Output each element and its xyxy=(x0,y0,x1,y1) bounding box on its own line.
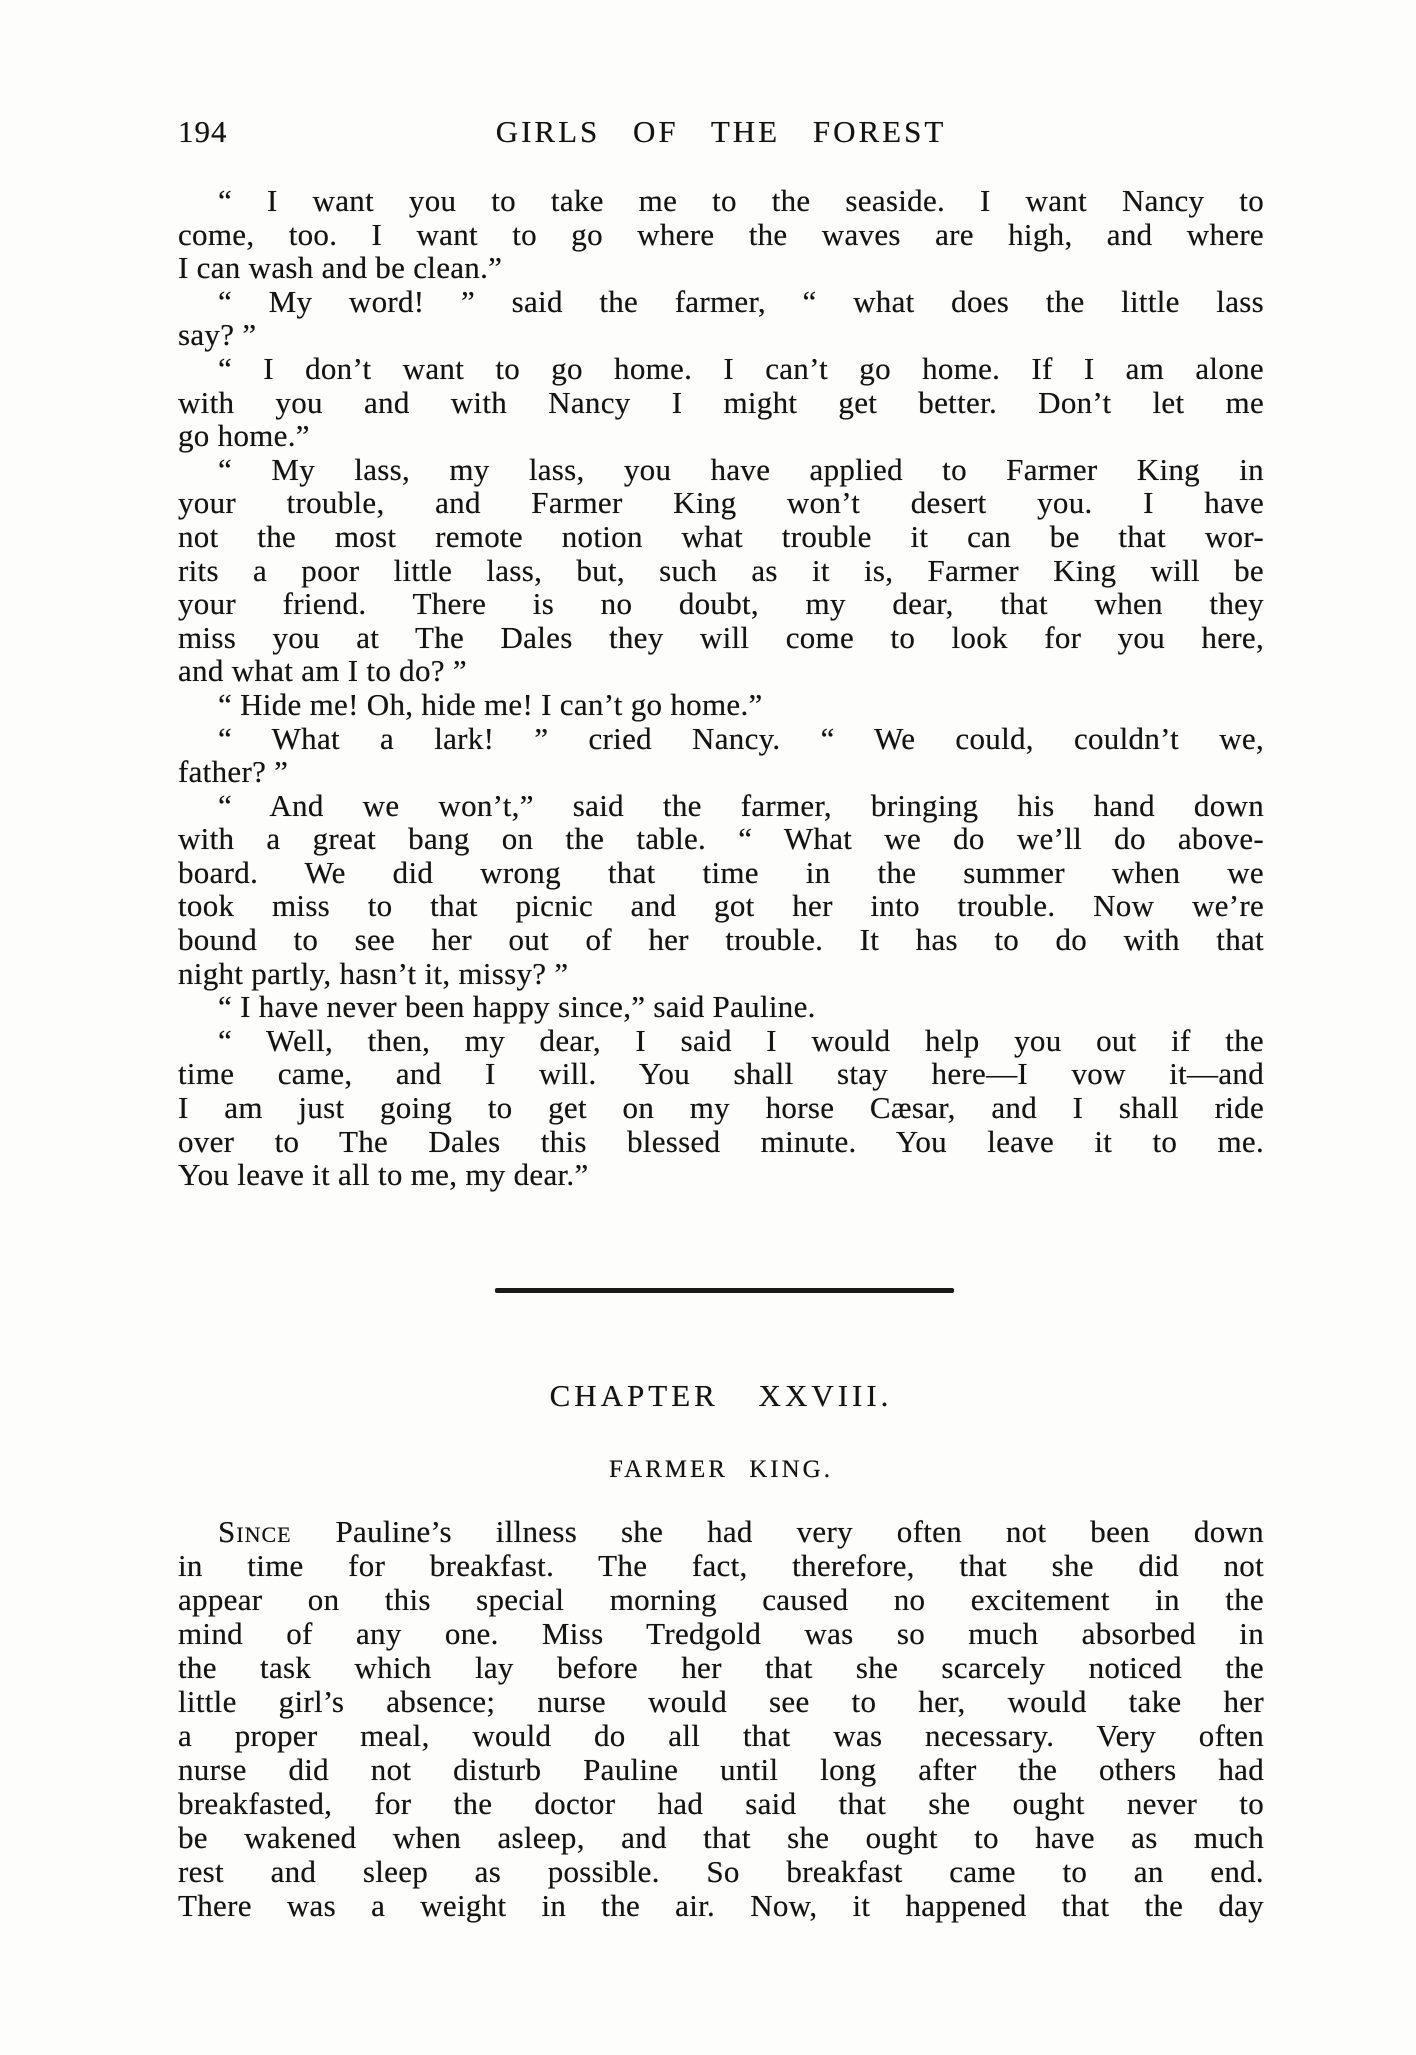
text-line: not the most remote notion what trouble it can be that wor- xyxy=(178,518,1264,554)
dialogue-section xyxy=(178,184,1264,1192)
text-line: with a great bang on the table. “ What we do we’ll do above- xyxy=(178,821,1264,857)
paragraph xyxy=(178,285,1264,352)
text-line: I am just going to get on my horse Cæsar, and I shall ride xyxy=(178,1090,1264,1126)
text-line: say? ” xyxy=(178,317,257,353)
text-line: “ And we won’t,” said the farmer, bringing his hand down xyxy=(218,787,1264,823)
chapter-lead-word: Since xyxy=(218,1514,292,1549)
text-line: “ Well, then, my dear, I said I would help you out if the xyxy=(218,1022,1264,1058)
text-line: “ I want you to take me to the seaside. I want Nancy to xyxy=(218,183,1264,218)
text-line: the task which lay before her that she scarcely noticed the xyxy=(178,1650,1264,1685)
text-line: go home.” xyxy=(178,418,310,454)
text-line: “ What a lark! ” cried Nancy. “ We could, couldn’t we, xyxy=(218,720,1264,756)
text-line: night partly, hasn’t it, missy? ” xyxy=(178,955,569,991)
text-line: miss you at The Dales they will come to look for you here, xyxy=(178,619,1264,655)
text-line: took miss to that picnic and got her into trouble. Now we’re xyxy=(178,888,1264,924)
text-line: There was a weight in the air. Now, it happened that the day xyxy=(178,1888,1264,1923)
chapter-paragraph xyxy=(178,1515,1264,1923)
text-line: board. We did wrong that time in the summer when we xyxy=(178,854,1264,890)
paragraph xyxy=(178,352,1264,453)
paragraph xyxy=(178,688,1264,722)
text-line: “ I have never been happy since,” said Pauline. xyxy=(218,989,816,1025)
text-line: appear on this special morning caused no excitement in the xyxy=(178,1582,1264,1617)
text-line: rits a poor little lass, but, such as it is, Farmer King will be xyxy=(178,552,1264,588)
text-line: a proper meal, would do all that was necessary. Very often xyxy=(178,1718,1264,1753)
paragraph xyxy=(178,1024,1264,1192)
text-line: “ I don’t want to go home. I can’t go home. If I am alone xyxy=(218,350,1264,386)
text-line: rest and sleep as possible. So breakfast came to an end. xyxy=(178,1854,1264,1889)
paragraph xyxy=(178,789,1264,991)
text-line: time came, and I will. You shall stay here—I vow it—and xyxy=(178,1056,1264,1092)
running-title: GIRLS OF THE FOREST xyxy=(495,114,947,149)
text-line: in time for breakfast. The fact, therefore, that she did not xyxy=(178,1548,1264,1583)
text-line: I can wash and be clean.” xyxy=(178,250,503,286)
section-divider-rule xyxy=(495,1288,954,1293)
text-line: over to The Dales this blessed minute. You leave it to me. xyxy=(178,1123,1264,1159)
text-line: your friend. There is no doubt, my dear, that when they xyxy=(178,586,1264,622)
chapter-subheading: FARMER KING. xyxy=(609,1456,833,1483)
paragraph xyxy=(178,453,1264,688)
paragraph xyxy=(178,990,1264,1024)
text-line: breakfasted, for the doctor had said that she ought never to xyxy=(178,1786,1264,1821)
text-line: mind of any one. Miss Tredgold was so much absorbed in xyxy=(178,1616,1264,1651)
text-line: bound to see her out of her trouble. It has to do with that xyxy=(178,922,1264,958)
text-line: your trouble, and Farmer King won’t desert you. I have xyxy=(178,485,1264,521)
text-line: You leave it all to me, my dear.” xyxy=(178,1157,589,1193)
paragraph xyxy=(178,722,1264,789)
page-number: 194 xyxy=(178,114,228,149)
text-line: come, too. I want to go where the waves are high, and where xyxy=(178,216,1264,252)
text-line: Since Pauline’s illness she had very often not been down xyxy=(218,1514,1264,1549)
text-line: “ My lass, my lass, you have applied to Farmer King in xyxy=(218,451,1264,487)
text-line: and what am I to do? ” xyxy=(178,653,467,689)
text-line: “ My word! ” said the farmer, “ what does the little lass xyxy=(218,283,1264,319)
text-line: little girl’s absence; nurse would see to her, would take her xyxy=(178,1684,1264,1719)
text-line: nurse did not disturb Pauline until long after the others had xyxy=(178,1752,1264,1787)
text-line: be wakened when asleep, and that she ought to have as much xyxy=(178,1820,1264,1855)
text-line: father? ” xyxy=(178,754,289,790)
paragraph xyxy=(178,184,1264,285)
chapter-heading: CHAPTER XXVIII. xyxy=(549,1378,893,1413)
text-line: “ Hide me! Oh, hide me! I can’t go home.” xyxy=(218,686,763,722)
text-line: with you and with Nancy I might get better. Don’t let me xyxy=(178,384,1264,420)
